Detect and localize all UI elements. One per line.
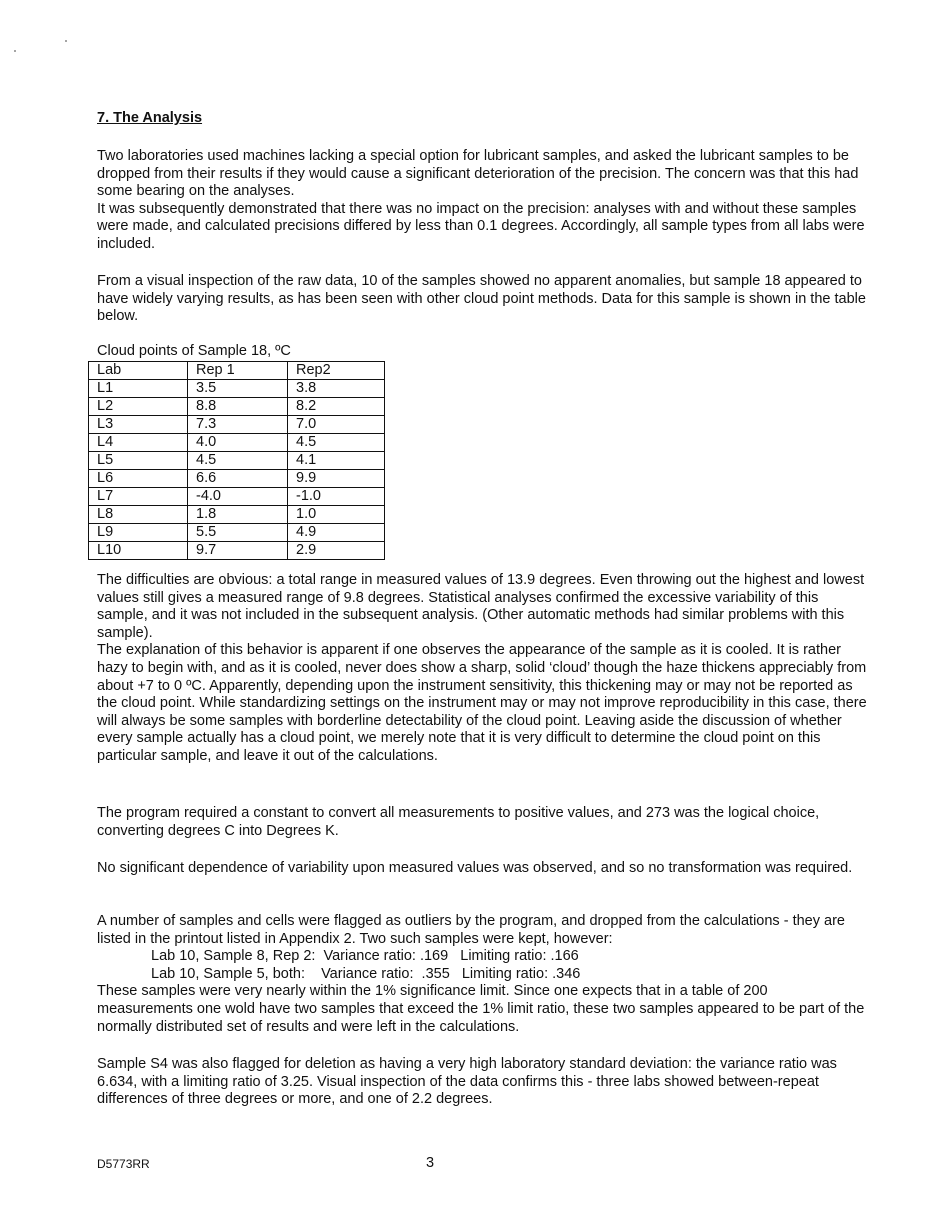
table-cell: 7.0: [288, 416, 385, 434]
paragraph-text: No significant dependence of variability upon measured values was observed, and so no transformation was required.: [97, 860, 853, 876]
table-row: [89, 542, 385, 560]
table-cell: 4.5: [188, 452, 288, 470]
paragraph-text: A number of samples and cells were flagged as outliers by the program, and dropped from the calculations - they are listed in the printout listed in Appendix 2. Two such samples were kept, however:: [97, 913, 845, 947]
table-cell: 3.5: [188, 380, 288, 398]
paragraph-text: The explanation of this behavior is apparent if one observes the appearance of the sample as it is cooled. It is rather hazy to begin with, and as it is cooled, never does show a sharp, solid ‘cloud’ though the haze thickens appreciably from about +7 to 0 ºC. Apparently, depending upon the instrument sensitivity, this thickening may or may not be reported as the cloud point. While standardizing settings on the instrument may or may not improve reproducibility in this case, there will always be some samples with borderline detectability of the cloud point. Leaving aside the discussion of whether every sample actually has a cloud point, we merely note that it is very difficult to determine the cloud point on this particular sample, and leave it out of the calculations.: [97, 642, 867, 764]
table-header-cell: Rep2: [288, 362, 385, 380]
scan-speck: [65, 40, 67, 42]
page-number: 3: [426, 1155, 435, 1171]
paragraph-text: Sample S4 was also flagged for deletion as having a very high laboratory standard deviation: the variance ratio was 6.634, with a limiting ratio of 3.25. Visual inspection of the data confirms this - three labs showed between-repeat differences of three degrees or more, and one of 2.2 degrees.: [97, 1056, 837, 1108]
table-row: [89, 452, 385, 470]
table-row: [89, 434, 385, 452]
paragraph-6: [97, 913, 867, 1036]
table-cell: 4.0: [188, 434, 288, 452]
table-cell: 8.8: [188, 398, 288, 416]
table-cell: 4.1: [288, 452, 385, 470]
table-cell: 9.7: [188, 542, 288, 560]
paragraph-text: It was subsequently demonstrated that there was no impact on the precision: analyses with and without these samples were made, and calculated precisions differed by less than 0.1 degrees. Accordingly, all sample types from all labs were included.: [97, 200, 865, 252]
table-cell: -4.0: [188, 488, 288, 506]
table-row: [89, 470, 385, 488]
paragraph-4: [97, 805, 867, 840]
table-cell: L6: [89, 470, 188, 488]
table-cell: 5.5: [188, 524, 288, 542]
kept-sample-line: Lab 10, Sample 8, Rep 2: Variance ratio: .169 Limiting ratio: .166: [151, 948, 579, 965]
table-row: [89, 524, 385, 542]
table-cell: L3: [89, 416, 188, 434]
paragraph-2: [97, 273, 867, 326]
table-cell: 7.3: [188, 416, 288, 434]
table-cell: 1.0: [288, 506, 385, 524]
table-cell: 2.9: [288, 542, 385, 560]
table-row: [89, 488, 385, 506]
table-cell: 4.5: [288, 434, 385, 452]
table-cell: L8: [89, 506, 188, 524]
table-cell: 6.6: [188, 470, 288, 488]
table-cell: 3.8: [288, 380, 385, 398]
paragraph-1: [97, 148, 867, 254]
table-cell: L9: [89, 524, 188, 542]
paragraph-5: [97, 860, 867, 878]
table-row: [89, 416, 385, 434]
table-row: [89, 380, 385, 398]
table-cell: 1.8: [188, 506, 288, 524]
table-cell: L10: [89, 542, 188, 560]
table-cell: 4.9: [288, 524, 385, 542]
table-cell: L2: [89, 398, 188, 416]
table-header-cell: Rep 1: [188, 362, 288, 380]
kept-sample-line: Lab 10, Sample 5, both: Variance ratio: .355 Limiting ratio: .346: [151, 965, 581, 982]
paragraph-text: Two laboratories used machines lacking a special option for lubricant samples, and asked the lubricant samples to be dropped from their results if they would cause a significant deterioration of the precision. The concern was that this had some bearing on the analyses.: [97, 148, 859, 200]
scan-speck: [14, 50, 16, 52]
table-cell: L4: [89, 434, 188, 452]
paragraph-text: From a visual inspection of the raw data, 10 of the samples showed no apparent anomalies, but sample 18 appeared to have widely varying results, as has been seen with other cloud point methods. Data for this sample is shown in the table below.: [97, 273, 866, 325]
table-row: [89, 398, 385, 416]
table-cell: 9.9: [288, 470, 385, 488]
paragraph-3: [97, 572, 867, 766]
document-id: D5773RR: [97, 1157, 150, 1171]
cloud-points-table: [88, 361, 385, 560]
table-cell: L7: [89, 488, 188, 506]
table-cell: -1.0: [288, 488, 385, 506]
table-cell: L5: [89, 452, 188, 470]
table-cell: 8.2: [288, 398, 385, 416]
table-row: [89, 506, 385, 524]
paragraph-text: These samples were very nearly within the 1% significance limit. Since one expects that in a table of 200 measurements one wold have two samples that exceed the 1% limit ratio, these two samples appeared to be part of the normally distributed set of results and were left in the calculations.: [97, 983, 865, 1035]
table-caption: Cloud points of Sample 18, ºC: [97, 343, 291, 359]
section-heading: 7. The Analysis: [97, 110, 203, 126]
paragraph-text: The difficulties are obvious: a total range in measured values of 13.9 degrees. Even throwing out the highest and lowest values still gives a measured range of 9.8 degrees. Statistical analyses confirmed the excessive variability of this sample, and it was not included in the subsequent analysis. (Other automatic methods had similar problems with this sample).: [97, 572, 865, 641]
table-header-cell: Lab: [89, 362, 188, 380]
paragraph-text: The program required a constant to convert all measurements to positive values, and 273 was the logical choice, converting degrees C into Degrees K.: [97, 805, 820, 839]
paragraph-7: [97, 1056, 867, 1109]
table-cell: L1: [89, 380, 188, 398]
table-header-row: [89, 362, 385, 380]
